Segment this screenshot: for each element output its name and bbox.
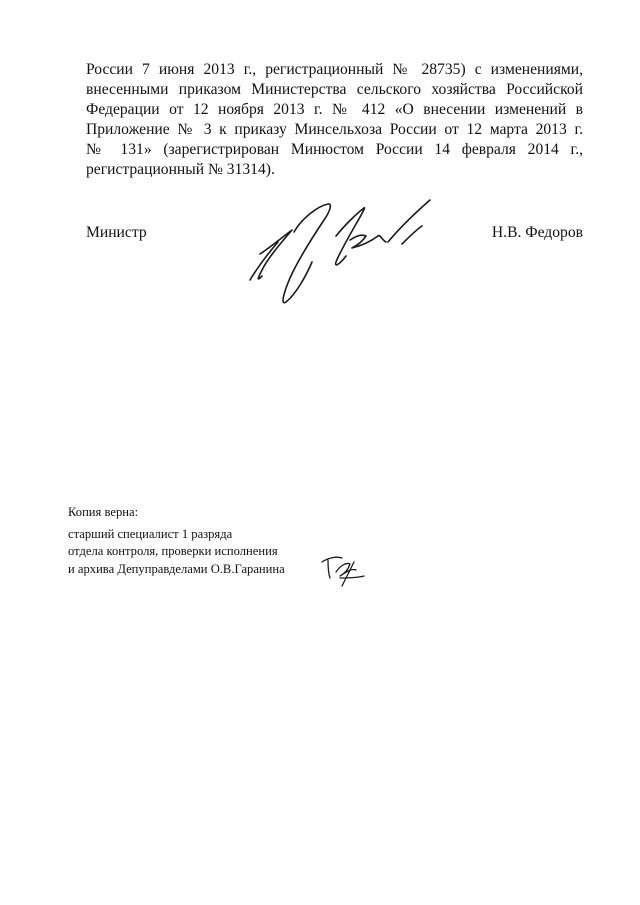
paragraph-line: регистрационный № 31314). — [86, 161, 275, 178]
certification-line: и архива Депуправделами О.В.Гаранина — [68, 561, 285, 576]
minister-signature — [232, 196, 442, 316]
paragraph-line: Приложение № 3 к приказу Минсельхоза России от 12 марта 2013 г. — [86, 121, 583, 138]
paragraph-line: Федерации от 12 ноября 2013 г. № 412 «О внесении изменений в — [86, 101, 583, 118]
signatory-name: Н.В. Федоров — [491, 224, 583, 241]
signatory-position: Министр — [86, 224, 147, 241]
certification-block — [68, 504, 285, 578]
paragraph-line: России 7 июня 2013 г., регистрационный № 28735) с изменениями, — [86, 61, 583, 78]
paragraph-continuation — [86, 60, 583, 180]
certification-heading: Копия верна: — [68, 505, 139, 519]
paragraph-line: внесенными приказом Министерства сельского хозяйства Российской — [86, 81, 583, 98]
paragraph-line: № 131» (зарегистрирован Минюстом России 14 февраля 2014 г., — [86, 141, 583, 158]
certification-line: старший специалист 1 разряда — [68, 526, 233, 541]
certifier-signature — [318, 552, 370, 588]
certification-line: отдела контроля, проверки исполнения — [68, 544, 278, 558]
